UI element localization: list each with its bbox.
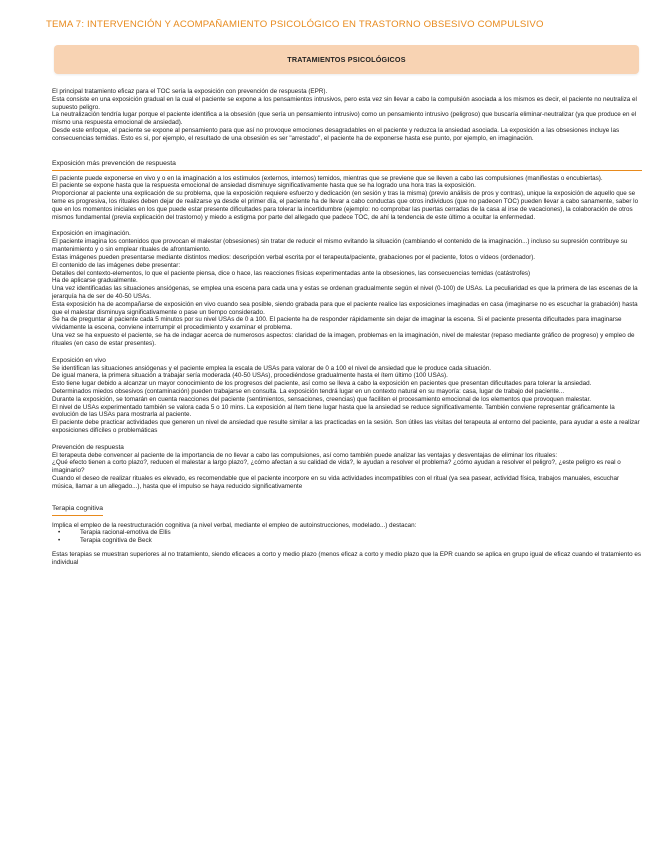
subsection-heading-prevencion: Prevención de respuesta	[52, 443, 124, 451]
imag-paragraph: Estas imágenes pueden presentarse mediante distintos medios: descripción verbal escrita por el terapeuta/paciente, grabaciones por el paciente, fotos o vídeos (ordenador).	[52, 253, 536, 261]
vivo-paragraph: De igual manera, la primera situación a trabajar sería moderada (40-50 USAs), procediéndose gradualmente hasta el ítem último (100 USAs).	[52, 372, 448, 380]
prev-paragraph: El terapeuta debe convencer al paciente de la importancia de no llevar a cabo las compulsiones, así como también puede analizar las ventajas y desventajas de eliminar los rituales:	[52, 451, 558, 459]
imag-paragraph: El contenido de las imágenes debe presentar:	[52, 261, 181, 269]
vivo-paragraph: Esto tiene lugar debido a alcanzar un mayor conocimiento de los progresos del paciente, así como se lleva a cabo la exposición en pacientes que presentan dificultades para tolerar la ansiedad.	[52, 380, 592, 388]
epr-paragraph: El paciente puede exponerse en vivo y o en la imaginación a los estímulos (externos, internos) temidos, mientras que se previene que se lleven a cabo las compulsiones (manifiestas o encubiertas).	[52, 174, 603, 182]
banner-title: TRATAMIENTOS PSICOLÓGICOS	[287, 55, 406, 64]
subsection-heading-imaginacion: Exposición en imaginación.	[52, 230, 131, 238]
content-body	[52, 88, 642, 567]
vivo-paragraph: El nivel de USAs experimentado también se valora cada 5 o 10 mins. La exposición al ítem tiene lugar hasta que la ansiedad se reduce significativamente. También conviene representar gráficamente la evolución de las USAs para mostrarla al paciente.	[52, 403, 615, 419]
prev-paragraph: Cuando el deseo de realizar rituales es elevado, es recomendable que el paciente incorpore en su vida actividades incompatibles con el ritual (ya sea pasear, actividad física, trabajos manuales, escuchar música, llamar a un allegado...), hasta que el impulso se haya reducido significativamente	[52, 475, 620, 490]
topic-title: TEMA 7: INTERVENCIÓN Y ACOMPAÑAMIENTO PSICOLÓGICO EN TRASTORNO OBSESIVO COMPULSIVO	[46, 19, 544, 30]
imag-paragraph: Una vez identificadas las situaciones ansiógenas, se emplea una escena para cada una y estas se ordenan gradualmente según el nivel (0-100) de USAs. La peculiaridad es que la primera de las escenas de la jerarquía ha de ser de 40-50 USAs.	[52, 285, 638, 300]
list-item: • Terapia cognitiva de Beck	[80, 537, 642, 545]
vivo-paragraph: El paciente debe practicar actividades que generen un nivel de ansiedad que resulte similar a las practicadas en la sesión. Son útiles las visitas del terapeuta al entorno del paciente, para ayudar a este a realizar exposiciones difíciles o problemáticas	[52, 419, 640, 434]
vivo-paragraph: Se identifican las situaciones ansiógenas y el paciente emplea la escala de USAs para valorar de 0 a 100 el nivel de ansiedad que le produce cada situación.	[52, 364, 491, 372]
section-heading-cognitiva: Terapia cognitiva	[52, 504, 103, 516]
imag-paragraph: Esta exposición ha de acompañarse de exposición en vivo cuando sea posible, siendo grabada para que el paciente realice las exposiciones imaginadas en casa (imaginarse no es escuchar la grabación) hasta que el malestar disminuya significativamente o pase un tiempo considerado.	[52, 300, 638, 316]
section-divider	[52, 170, 642, 171]
cog-outro: Estas terapias se muestran superiores al no tratamiento, siendo eficaces a corto y medio plazo (menos eficaz a corto y medio plazo que la EPR cuando se aplica en grupo igual de eficaz cuando el tratamiento es individual	[52, 551, 642, 566]
epr-paragraph: El paciente se expone hasta que la respuesta emocional de ansiedad disminuye significativamente hasta que se ha logrado una hora tras la exposición.	[52, 182, 476, 190]
subsection-heading-vivo: Exposición en vivo	[52, 356, 106, 364]
imag-paragraph: Se ha de preguntar al paciente cada 5 minutos por su nivel USAs de 0 a 100. El paciente ha de responder rápidamente sin dejar de imaginar la escena. Si el paciente presenta dificultades para imaginarse vívidamente la escena, conviene interrumpir el procedimiento y examinar el problema.	[52, 316, 622, 332]
prev-paragraph: ¿Qué efecto tienen a corto plazo?, reducen el malestar a largo plazo?, ¿cómo afectan a su calidad de vida?, le ayudan a resolver el problema? ¿cómo ayudan a resolver el peligro?, ¿este peligro es real o imaginario?	[52, 459, 621, 475]
section-banner	[54, 45, 639, 74]
intro-paragraph: El principal tratamiento eficaz para el TOC sería la exposición con prevención de respuesta (EPR).	[52, 88, 328, 95]
imag-paragraph: Detalles del contexto-elementos, lo que el paciente piensa, dice o hace, las reacciones físicas experimentadas ante la obsesiones, las consecuencias temidas (catástrofes)	[52, 269, 531, 277]
intro-paragraph: Esta consiste en una exposición gradual en la cual el paciente se expone a los pensamientos intrusivos, pero esta vez sin llevar a cabo la compulsión asociada a los mismos es decir, el paciente no neutraliza el supuesto peligro.	[52, 95, 637, 111]
section-heading-epr: Exposición más prevención de respuesta	[52, 159, 176, 167]
intro-paragraph: La neutralización tendría lugar porque el paciente identifica a la obsesión (que sería un pensamiento intrusivo) como un pensamiento intrusivo (peligroso) que buscaría eliminar-neutralizar (ya que produce en el mismo una respuesta emocional de ansiedad).	[52, 111, 637, 127]
vivo-paragraph: Durante la exposición, se tomarán en cuenta reacciones del paciente (sentimientos, sensaciones, creencias) que faciliten el procesamiento emocional de los elementos que provoquen malestar.	[52, 395, 592, 403]
intro-paragraph: Desde este enfoque, el paciente se expone al pensamiento para que así no provoque emociones desagradables en el paciente y reduzca la ansiedad asociada. La exposición a las obsesiones incluye las consecuencias temidas. Esto es si, por ejemplo, el resultado de una obsesión es ser "arrestado", el paciente ha de exponerse hasta ese punto, por ejemplo, en imaginación.	[52, 126, 620, 142]
cog-list	[52, 529, 642, 545]
imag-paragraph: El paciente imagina los contenidos que provocan el malestar (obsesiones) sin tratar de reducir el mismo evitando la situación (cambiando el contenido de la imaginación...) incluso su supresión contribuye su mantenimiento y o sin emplear rituales de afrontamiento.	[52, 238, 628, 254]
epr-paragraph: Proporcionar al paciente una explicación de su problema, que la exposición requiere esfuerzo y dedicación (en sesión y tras la misma) (previo análisis de pros y contras), unique la exposición de aquello que se teme es progresiva, los rituales deben dejar de realizarse ya desde el primer día, el paciente ha de llevar a cabo conductas que otros individuos (que no padecen TOC) pueden llevar a cabo sanamente, saber lo que en los momentos iniciales en los que puede estar presente dificultades para tolerar la incertidumbre (ejemplo: no comprobar las puertas cerradas de la casa al irse de vacaciones), la colaboración de otros mismos fundamental (previa explicación del trastorno) y miedo a estigma por parte del allegado que padece TOC, de ahí la tendencia de este último a ocultar la enfermedad.	[52, 190, 639, 221]
list-item: • Terapia racional-emotiva de Ellis	[80, 529, 642, 537]
vivo-paragraph: Determinados miedos obsesivos (contaminación) pueden trabajarse en consulta. La exposición tendrá lugar en un contexto natural en su mayoría: casa, lugar de trabajo del paciente...	[52, 387, 565, 395]
cog-intro: Implica el empleo de la reestructuración cognitiva (a nivel verbal, mediante el empleo de autoinstrucciones, modelado...) destacan:	[52, 521, 417, 529]
imag-paragraph: Ha de aplicarse gradualmente.	[52, 277, 138, 285]
imag-paragraph: Una vez se ha expuesto el paciente, se ha de indagar acerca de numerosos aspectos: claridad de la imagen, problemas en la imaginación, nivel de malestar (repaso mediante gráfico de progreso) y empleo de rituales (en caso de estar presentes).	[52, 331, 635, 347]
